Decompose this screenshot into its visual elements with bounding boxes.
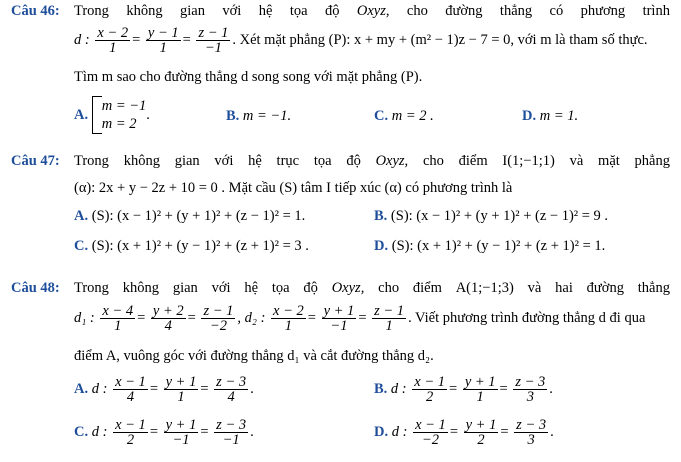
- q48-line2: d₁ : $\frac{x - 4}{1}$ = $\frac{y + 2}{4}$ = $\frac{z - 1}{-2}$ , d₂ : $\frac{x - 2}{1}$ = $\frac{y + 1}{-1}$ = $\frac{z - 1}{1}$ . Viết phương trình đường thẳng d đi qua: [74, 303, 646, 334]
- word: độ: [303, 280, 318, 296]
- q47-option-d[interactable]: [374, 237, 605, 255]
- word: Trong: [74, 280, 109, 296]
- option-text: m = −1.: [242, 108, 292, 124]
- word: I(1;−1;1): [502, 153, 555, 169]
- word: điểm: [458, 153, 488, 169]
- line-text: . Xét mặt phẳng (P): x + my + (m² − 1)z − 7 = 0, với m là tham số thực.: [232, 31, 648, 48]
- q47-line1: [74, 152, 670, 170]
- word: Oxyz,: [331, 280, 365, 296]
- word: hệ: [244, 280, 259, 296]
- q47-line2: [74, 179, 512, 197]
- word: cho: [378, 280, 400, 296]
- q48-option-a[interactable]: A. d : $\frac{x - 1}{4}$ = $\frac{y + 1}{1}$ = $\frac{z - 3}{4}$ .: [74, 374, 254, 405]
- word: gian: [174, 153, 200, 169]
- word: độ: [346, 153, 361, 169]
- q47-option-a[interactable]: [74, 207, 305, 225]
- option-label: D.: [374, 423, 389, 440]
- option-label: C.: [74, 423, 89, 440]
- word: Oxyz,: [375, 153, 409, 169]
- option-text: (S): (x − 1)² + (y + 1)² + (z − 1)² = 9 .: [390, 208, 609, 224]
- word: Trong: [74, 153, 109, 169]
- q48-line3: [74, 347, 434, 365]
- word: và: [527, 280, 542, 296]
- question-label: Câu 48:: [11, 280, 60, 296]
- word: cho: [406, 3, 428, 19]
- word: với: [222, 3, 242, 19]
- q48-option-d[interactable]: D. d : $\frac{x - 1}{-2}$ = $\frac{y + 1}{2}$ = $\frac{z - 3}{3}$ .: [374, 417, 554, 448]
- fraction: $\frac{z - 1}{-1}$: [198, 25, 229, 56]
- q46-line1: [74, 2, 670, 20]
- word: A(1;−1;3): [455, 280, 514, 296]
- option-label: D.: [374, 238, 389, 254]
- word: không: [123, 153, 160, 169]
- word: có: [549, 3, 564, 19]
- option-label: A.: [74, 107, 89, 123]
- option-label: B.: [226, 108, 240, 124]
- word: và: [569, 153, 584, 169]
- word: mặt: [598, 153, 620, 169]
- fraction: $\frac{x - 2}{1}$: [273, 303, 304, 334]
- word: thẳng: [637, 280, 670, 296]
- word: gian: [172, 280, 198, 296]
- word: không: [126, 3, 163, 19]
- q47-option-b[interactable]: [374, 207, 608, 225]
- fraction: $\frac{x - 4}{1}$: [102, 303, 134, 334]
- line-text: điểm A, vuông góc với đường thẳng d₁ và cắt đường thẳng d₂.: [74, 348, 434, 364]
- q46-line3: [74, 68, 422, 86]
- q46-option-c[interactable]: [374, 107, 434, 125]
- bracket: [92, 96, 102, 134]
- fraction: $\frac{x - 2}{1}$: [97, 25, 129, 56]
- option-text: (S): (x + 1)² + (y − 1)² + (z + 1)² = 3 .: [91, 238, 309, 254]
- option-label: C.: [74, 238, 89, 254]
- word: tọa: [271, 280, 290, 296]
- word: với: [214, 153, 234, 169]
- q47-label: [11, 152, 60, 170]
- word: cho: [422, 153, 444, 169]
- word: điểm: [412, 280, 442, 296]
- word: gian: [180, 3, 205, 19]
- word: hệ: [248, 153, 262, 169]
- q48-label: [11, 279, 60, 297]
- option-label: A.: [74, 380, 89, 397]
- line-text: (α): 2x + y − 2z + 10 = 0 . Mặt cầu (S) tâm I tiếp xúc (α) có phương trình là: [74, 180, 513, 196]
- fraction: $\frac{z - 1}{1}$: [374, 303, 405, 334]
- word: độ: [324, 3, 340, 19]
- word: tọa: [289, 3, 308, 19]
- line-text: . Viết phương trình đường thẳng d đi qua: [408, 309, 646, 326]
- line-name: , d₂ :: [237, 309, 266, 326]
- q48-option-c[interactable]: C. d : $\frac{x - 1}{2}$ = $\frac{y + 1}{-1}$ = $\frac{z - 3}{-1}$ .: [74, 417, 254, 448]
- option-text: m = 2 .: [391, 108, 434, 124]
- option-text: (S): (x − 1)² + (y + 1)² + (z − 1)² = 1.: [91, 208, 306, 224]
- q46-option-a[interactable]: A. m = −1 m = 2 .: [74, 98, 150, 132]
- q46-option-b[interactable]: [226, 107, 291, 125]
- option-text: (S): (x + 1)² + (y − 1)² + (z + 1)² = 1.: [391, 238, 606, 254]
- q48-line1: [74, 279, 670, 297]
- word: hệ: [258, 3, 273, 19]
- q46-option-d[interactable]: [522, 107, 578, 125]
- option-label: C.: [374, 108, 389, 124]
- word: phẳng: [634, 153, 670, 169]
- fraction: $\frac{y + 2}{4}$: [152, 303, 184, 334]
- option-text: m = 1.: [539, 108, 579, 124]
- line-name: d :: [74, 31, 90, 48]
- line-text: Tìm m sao cho đường thẳng d song song với mặt phẳng (P).: [74, 69, 423, 85]
- option-label: B.: [374, 208, 388, 224]
- system: m = −1 m = 2: [101, 98, 147, 132]
- word: với: [211, 280, 231, 296]
- word: thẳng: [499, 3, 533, 19]
- question-label: Câu 46:: [11, 3, 60, 19]
- word: không: [122, 280, 159, 296]
- word: đường: [586, 280, 624, 296]
- line-name: d₁ :: [74, 309, 95, 326]
- word: phương: [580, 3, 626, 19]
- word: tọa: [313, 153, 332, 169]
- word: Oxyz,: [356, 3, 390, 19]
- word: trình: [642, 3, 670, 19]
- word: Trong: [74, 3, 109, 19]
- option-label: A.: [74, 208, 89, 224]
- q46-line2: d : $\frac{x - 2}{1}$ = $\frac{y - 1}{1}$ = $\frac{z - 1}{-1}$ . Xét mặt phẳng (P): x + my + (m² − 1)z − 7 = 0, với m là tham số thực.: [74, 25, 648, 56]
- fraction: $\frac{y + 1}{-1}$: [323, 303, 355, 334]
- word: hai: [555, 280, 573, 296]
- fraction: $\frac{z - 1}{-2}$: [203, 303, 234, 334]
- q46-label: [11, 2, 60, 20]
- q47-option-c[interactable]: [74, 237, 309, 255]
- word: trục: [276, 153, 300, 169]
- question-label: Câu 47:: [11, 153, 60, 169]
- option-label: B.: [374, 380, 388, 397]
- word: đường: [445, 3, 483, 19]
- q48-option-b[interactable]: B. d : $\frac{x - 1}{2}$ = $\frac{y + 1}{1}$ = $\frac{z - 3}{3}$ .: [374, 374, 553, 405]
- option-label: D.: [522, 108, 537, 124]
- fraction: $\frac{y - 1}{1}$: [147, 25, 179, 56]
